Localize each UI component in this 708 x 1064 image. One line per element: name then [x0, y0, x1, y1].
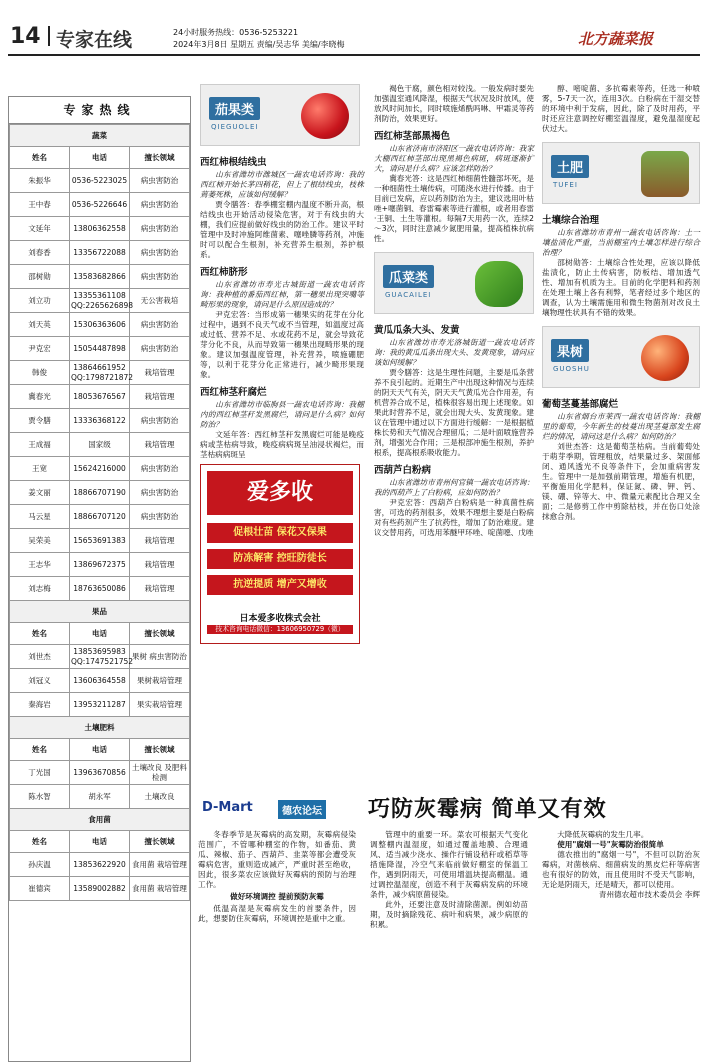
table-row	[10, 313, 190, 337]
article-answer: 冀春光答：这是西红柿细菌性髓部坏死，是一种细菌性土壤传病，可随浇水进行传播。由于目前已发病，应以药剂防治为主，建议选用叶枯唑+噻菌铜、春雷霉素等进行灌根，或者用春雷·王铜、土生等灌根。每隔7天用药一次，连续2～3次，同时注意减少氮肥用量，提高植株抗病性。	[374, 174, 534, 244]
article-question: 山东省潍坊市临朐县一蔬农电话咨询：我棚内的西红柿茎秆发黑腐烂，请问是什么病？如何防治？	[200, 400, 364, 430]
article-answer: 贾令膳答：这是生理性问题，主要是瓜条营养不良引起的。近期生产中出现这种情况与连续的阴天天气有关，阴天天气黄瓜光合作用差，有机营养合成不足，植株很容易出现上述现象。如果此时营养不足，就会出现大头、发黄现象。建议在管理中通过以下方面进行缓解：一是根据植株长势和天气情况合理留瓜；二是叶面喷施营养剂，增强光合作用；三是根部冲施生根剂，养护根系，提高根系吸收能力。	[374, 368, 534, 458]
article-title: 西红柿茎部黑褐色	[374, 131, 451, 143]
expert-phone: 13336368122	[70, 409, 130, 433]
hotline-header-cell: 擅长领域	[130, 831, 190, 853]
expert-phone: 13869672375	[70, 553, 130, 577]
table-row	[10, 669, 190, 693]
table-row	[10, 645, 190, 669]
expert-name: 丁光国	[10, 761, 70, 785]
table-row	[10, 193, 190, 217]
expert-name: 王宽	[10, 457, 70, 481]
category-pinyin: QIEGUOLEI	[211, 123, 259, 131]
hotline-category-row	[10, 809, 190, 831]
table-row	[10, 481, 190, 505]
table-row	[10, 577, 190, 601]
expert-phone: 13853622920	[70, 853, 130, 877]
expert-specialty: 果树 病虫害防治	[130, 645, 190, 669]
ad-slogan: 防冻解害 控旺防徒长	[207, 549, 353, 569]
expert-phone: 0536-5226646	[70, 193, 130, 217]
expert-phone: 13953211287	[70, 693, 130, 717]
expert-name: 邵树勋	[10, 265, 70, 289]
category-label: 茄果类	[209, 97, 260, 120]
hotline-category: 土壤肥料	[10, 717, 190, 739]
expert-phone: 国家级	[70, 433, 130, 457]
expert-specialty: 土壤改良	[130, 785, 190, 809]
expert-phone: 15054487898	[70, 337, 130, 361]
expert-phone: 13355361108 QQ:2265626898	[70, 289, 130, 313]
expert-specialty: 栽培管理	[130, 361, 190, 385]
forum-headline: 巧防灰霉病 简单又有效	[368, 797, 607, 822]
expert-specialty: 栽培管理	[130, 529, 190, 553]
ad-slogan: 抗逆提质 增产又增收	[207, 575, 353, 595]
hotline-header-cell: 电话	[70, 739, 130, 761]
advertisement	[200, 464, 360, 644]
article-answer: 尹克宏答：西葫芦白粉病是一种真菌性病害，可选的药剂很多，效果不理想主要是白粉病对有些药剂产生了抗药性，增加了防治难度。建议交替用药，可选用苯醚甲环唑、啶菌噁、戊唑	[374, 498, 534, 538]
expert-phone: 15653691383	[70, 529, 130, 553]
expert-phone: 13356722088	[70, 241, 130, 265]
article-title: 西葫芦白粉病	[374, 465, 432, 477]
expert-specialty: 病虫害防治	[130, 241, 190, 265]
header-rule	[8, 54, 700, 56]
article-question: 山东省潍坊市潍城区一蔬农电话咨询：我的西红柿开始长茅四稍花，但上了根结线虫，枝株蔫萎死株，应该如何缓解？	[200, 170, 364, 200]
expert-phone: 18053676567	[70, 385, 130, 409]
table-row	[10, 337, 190, 361]
forum-column-2	[370, 830, 528, 930]
forum-column-label: 德农论坛	[278, 800, 326, 819]
hotline-line: 24小时服务热线：0536-5253221	[173, 28, 299, 37]
newspaper-brand-logo: 北方蔬菜报	[578, 30, 654, 48]
table-row	[10, 361, 190, 385]
hotline-header-cell: 姓名	[10, 147, 70, 169]
hotline-grid	[9, 124, 190, 901]
article-question: 山东省潍坊市寿光洛城街道一蔬农电话咨询：我的黄瓜瓜条出现大头、发黄现象，请问应该如何缓解？	[374, 338, 534, 368]
hotline-header-row	[10, 623, 190, 645]
expert-name: 姜文丽	[10, 481, 70, 505]
expert-phone: 18763650086	[70, 577, 130, 601]
expert-phone: 13583682866	[70, 265, 130, 289]
expert-name: 尹克宏	[10, 337, 70, 361]
category-pinyin: TUFEI	[553, 181, 578, 190]
expert-name: 陈水智	[10, 785, 70, 809]
category-banner-cucurbit	[374, 252, 534, 314]
article-question: 山东省济南市济阳区一蔬农电话咨询：我家大棚西红柿茎部出现黑褐色病斑，病斑逐渐扩大，请问是什么病？应该怎样防治？	[374, 144, 534, 174]
hotline-header-cell: 姓名	[10, 831, 70, 853]
hotline-category-row	[10, 601, 190, 623]
forum-paragraph: 低温高湿是灰霉病发生的首要条件，因此，想要防住灰霉病，环境调控是重中之重。	[198, 904, 356, 924]
expert-name: 文延年	[10, 217, 70, 241]
table-row	[10, 289, 190, 313]
forum-subheading: 使用"腐烟一号"灰霉防治很简单	[557, 840, 664, 850]
table-row	[10, 241, 190, 265]
table-row	[10, 217, 190, 241]
page-header	[0, 0, 708, 52]
expert-name: 刘春香	[10, 241, 70, 265]
hotline-category: 蔬菜	[10, 125, 190, 147]
column-1	[200, 84, 364, 644]
table-row	[10, 457, 190, 481]
expert-name: 秦海岩	[10, 693, 70, 717]
hotline-category-row	[10, 717, 190, 739]
expert-phone: 胡永军	[70, 785, 130, 809]
expert-name: 刘志梅	[10, 577, 70, 601]
table-row	[10, 853, 190, 877]
expert-name: 孙庆温	[10, 853, 70, 877]
hotline-header-cell: 电话	[70, 623, 130, 645]
expert-specialty: 病虫害防治	[130, 169, 190, 193]
expert-phone: 13864661952 QQ:1798721872	[70, 361, 130, 385]
hotline-header-cell: 姓名	[10, 623, 70, 645]
date-line: 2024年3月8日 星期五 责编/吴志华 美编/李晓梅	[173, 40, 345, 49]
category-label: 土肥	[551, 155, 589, 178]
category-banner-fruit	[542, 326, 700, 388]
article-question: 山东省潍坊市寿光古城街道一蔬农电话咨询：我种植的番茄西红柿，第一穗果出现突嘴等畸形果的现象，请问是什么原因造成的？	[200, 280, 364, 310]
article-title: 西红柿脐形	[200, 267, 248, 279]
hotline-header-cell: 电话	[70, 147, 130, 169]
table-row	[10, 785, 190, 809]
expert-specialty: 果实栽培管理	[130, 693, 190, 717]
forum-paragraph: 大降低灰霉病的发生几率。	[557, 830, 649, 839]
hotline-header-row	[10, 147, 190, 169]
hotline-category: 食用菌	[10, 809, 190, 831]
ad-title: 爱多收	[207, 471, 353, 515]
article-continuation: 褐色干腐，颜色相对较浅。一般发病时要先加强温室通风降湿，根据天气状况及时放风，使放风时间加长，同时喷施烯酰吗啉、甲霜灵等药剂防治，效果更好。	[374, 84, 534, 124]
article-title: 西红柿茎秆腐烂	[200, 387, 267, 399]
expert-specialty: 栽培管理	[130, 553, 190, 577]
hotline-body	[10, 125, 190, 901]
table-row	[10, 529, 190, 553]
ad-company: 日本爱多收株式会社	[239, 614, 321, 625]
article-title: 葡萄茎蔓基部腐烂	[542, 399, 619, 411]
expert-specialty: 病虫害防治	[130, 505, 190, 529]
forum-column-1	[198, 830, 356, 924]
forum-paragraph: 此外，还要注意及时清除菌源。例如幼苗期，及时摘除残花、病叶和病果，减少病原的积累。	[370, 900, 528, 930]
expert-phone: 15306363606	[70, 313, 130, 337]
expert-name: 刘世杰	[10, 645, 70, 669]
table-row	[10, 265, 190, 289]
category-pinyin: GUOSHU	[553, 365, 590, 374]
forum-paragraph: 冬春季节是灰霉病的高发期，灰霉病侵染范围广，不管哪种棚室的作物，如番茄、黄瓜、辣椒、茄子、西葫芦、韭菜等都会遭受灰霉病危害，重则造成减产，严重时甚至绝收，因此，很多菜农应该做好灰霉病的预防与治理工作。	[198, 830, 356, 890]
expert-name: 王中春	[10, 193, 70, 217]
table-row	[10, 877, 190, 901]
hotline-header-row	[10, 831, 190, 853]
article-question: 山东省潍坊市青州一蔬农电话咨询：土一壤盐渍化严重，当前棚室内土壤怎样进行综合治理？	[542, 228, 700, 258]
page-number: 14	[10, 24, 41, 49]
article-answer: 贾令膳答：春季棚室棚内温度不断升高，根结线虫也开始活动侵染危害，对于有线虫的大棚，我们应提前做好线虫的防治工作。建议平时管理中及时冲施阿维菌素、噻唑膦等药剂，冲施时可以配合生根剂，补充营养生根剂，养护根系。	[200, 200, 364, 260]
expert-phone: 13606364558	[70, 669, 130, 693]
table-row	[10, 433, 190, 457]
forum-body	[198, 830, 700, 1062]
expert-name: 王成福	[10, 433, 70, 457]
article-question: 山东省潍坊市青州何官镇一蔬农电话咨询：我的西葫芦上了白粉病，应如何防治？	[374, 478, 534, 498]
expert-name: 马云星	[10, 505, 70, 529]
hotline-header-cell: 擅长领域	[130, 739, 190, 761]
expert-name: 吴荣美	[10, 529, 70, 553]
expert-specialty: 食用菌 栽培管理	[130, 877, 190, 901]
ad-phone: 技术咨询电话微信：13606950729（微）	[207, 625, 353, 634]
expert-specialty: 果树栽培管理	[130, 669, 190, 693]
article-answer: 刘世杰答：这是葡萄茎枯病。当前葡萄处于萌芽季期，管理粗放，结果量过多、架面郁闭、通风透光不良等条件下，会加重病害发生。管理中一是加强前期管理，增施有机肥，平衡施用化学肥料，保证氮、磷、钾、钙、镁、硼、锌等大、中、微量元素配比合理又全面；二是修剪工作中剪除枯枝，并在伤口处涂抹愈合剂。	[542, 442, 700, 522]
expert-name: 冀春光	[10, 385, 70, 409]
expert-name: 刘天英	[10, 313, 70, 337]
category-banner-soil	[542, 142, 700, 204]
column-2	[374, 84, 534, 539]
expert-specialty: 病虫害防治	[130, 265, 190, 289]
article-answer: 邵树勋答：土壤综合性处理，应该以降低盐渍化，防止土传病害，防板结、增加透气性、增加有机质为主。目前的化学肥料和药剂在处理土壤上各有利弊，笔者经过多个地区的调查，认为土壤需施用和微生物菌剂对改良土壤物理性状具有不错的效果。	[542, 258, 700, 318]
forum-paragraph: 管理中的重要一环。菜农可根据天气变化调整棚内温湿度，如通过覆盖地膜、合理通风、适当减少浇水、操作行铺设秸秆或稻草等措施降湿，冷空气来临前做好棚室的保温工作，遇到阴雨天，可使用增温块提高棚温。通过调控温湿度，创造不利于灰霉病发病的环境条件，减少病原菌侵染。	[370, 830, 528, 900]
expert-phone: 13806362558	[70, 217, 130, 241]
expert-phone: 0536-5223025	[70, 169, 130, 193]
article-title: 黄瓜瓜条大头、发黄	[374, 325, 460, 337]
hotline-header-cell: 电话	[70, 831, 130, 853]
expert-specialty: 病虫害防治	[130, 481, 190, 505]
table-row	[10, 553, 190, 577]
article-continuation: 醇、嘧啶菌、多抗霉素等药，任选一种喷雾，5-7天一次，连用3次。白粉病在干湿交替的环境中利于发病，因此，除了及时用药，平时还应注意调控好棚室温湿度，避免温湿度起伏过大。	[542, 84, 700, 134]
soil-icon	[641, 151, 689, 197]
expert-specialty: 病虫害防治	[130, 193, 190, 217]
table-row	[10, 409, 190, 433]
forum-column-3	[542, 830, 700, 900]
expert-name: 贾令膳	[10, 409, 70, 433]
category-banner-solanaceous	[200, 84, 360, 146]
expert-specialty: 病虫害防治	[130, 337, 190, 361]
expert-specialty: 无公害栽培	[130, 289, 190, 313]
hotline-category: 果品	[10, 601, 190, 623]
column-3	[542, 84, 700, 522]
expert-phone: 13589002882	[70, 877, 130, 901]
category-label: 瓜菜类	[383, 265, 434, 288]
forum-byline: 青州德农超市技术委员会 李辉	[598, 890, 700, 900]
hotline-category-row	[10, 125, 190, 147]
expert-name: 刘冠义	[10, 669, 70, 693]
expert-name: 崔德宾	[10, 877, 70, 901]
hotline-header-cell: 擅长领域	[130, 623, 190, 645]
expert-specialty: 病虫害防治	[130, 457, 190, 481]
expert-phone: 13963670856	[70, 761, 130, 785]
expert-specialty: 病虫害防治	[130, 217, 190, 241]
hotline-header-row	[10, 739, 190, 761]
expert-name: 刘立功	[10, 289, 70, 313]
tomato-icon	[301, 93, 349, 139]
cucumber-icon	[475, 261, 523, 307]
table-row	[10, 693, 190, 717]
ad-slogan: 促根壮苗 保花又保果	[207, 523, 353, 543]
article-answer: 文延年答：西红柿茎秆发黑腐烂可能是晚疫病或茎枯病导致，晚疫病病斑呈油浸状褐烂，而茎枯病病斑呈	[200, 430, 364, 460]
category-pinyin: GUACAILEI	[385, 291, 432, 300]
expert-specialty: 栽培管理	[130, 577, 190, 601]
article-title: 土壤综合治理	[542, 215, 600, 227]
expert-phone: 18866707120	[70, 505, 130, 529]
expert-name: 王志华	[10, 553, 70, 577]
header-divider	[48, 26, 50, 46]
dmart-logo: D-Mart	[202, 800, 253, 815]
article-question: 山东省烟台市莱西一蔬农电话咨询：我棚里的葡萄，今年新生的枝蔓出现茎蔓部发生腐烂的情况，请问这是什么病？如何防治？	[542, 412, 700, 442]
table-row	[10, 505, 190, 529]
hotline-header-cell: 姓名	[10, 739, 70, 761]
table-row	[10, 169, 190, 193]
forum-banner	[198, 794, 700, 824]
expert-name: 韩俊	[10, 361, 70, 385]
forum-paragraph: 德农推出的"腐烟一号"，不但可以防治灰霉病，对菌核病、细菌病发的黑皮烂秆等病害也有很好的防效，而且使用时不受天气影响，无论是阴雨天，还是晴天，都可以使用。	[542, 850, 700, 890]
category-label: 果树	[551, 339, 589, 362]
expert-specialty: 栽培管理	[130, 385, 190, 409]
table-row	[10, 385, 190, 409]
expert-specialty: 栽培管理	[130, 433, 190, 457]
section-title: 专家在线	[56, 29, 133, 51]
article-title: 西红柿根结线虫	[200, 157, 267, 168]
expert-specialty: 土壤改良 及肥料检测	[130, 761, 190, 785]
expert-phone: 15624216000	[70, 457, 130, 481]
expert-specialty: 病虫害防治	[130, 409, 190, 433]
expert-phone: 13853695983 QQ:1747521752	[70, 645, 130, 669]
hotline-header-cell: 擅长领域	[130, 147, 190, 169]
expert-hotline-table	[8, 96, 191, 1062]
expert-specialty: 病虫害防治	[130, 313, 190, 337]
apple-icon	[641, 335, 689, 381]
table-row	[10, 761, 190, 785]
expert-name: 朱振华	[10, 169, 70, 193]
hotline-title: 专家热线	[9, 97, 190, 124]
expert-specialty: 食用菌 栽培管理	[130, 853, 190, 877]
forum-subheading: 做好环境调控 提前预防灰霉	[230, 892, 324, 902]
article-answer: 尹克宏答：当形成第一穗果实的花芽在分化过程中，遇到不良天气或不当管理，如温度过高或过低、营养不足、水或花药不足，就会导致花芽分化不良，从而导致第一穗果出现畸形果的现象。建议加强温度管理，补充营养，喷施硼肥等，以利于花芽分化正常进行，减少畸形果现象。	[200, 310, 364, 380]
expert-phone: 18866707190	[70, 481, 130, 505]
